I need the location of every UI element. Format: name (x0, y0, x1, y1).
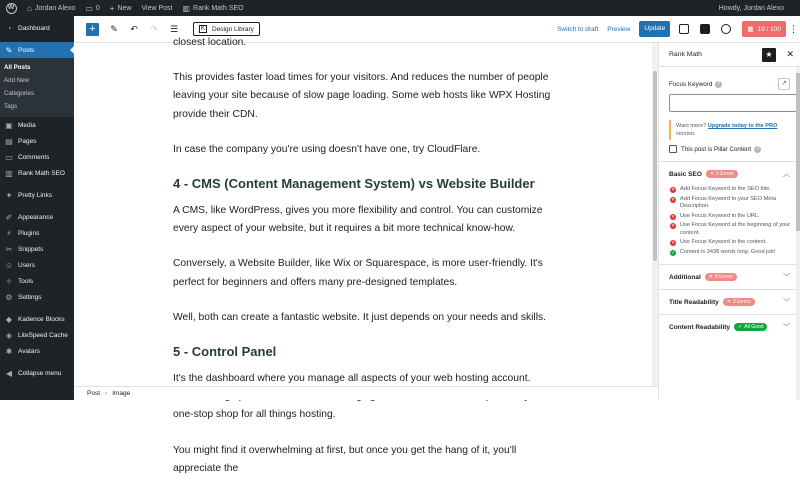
rank-math-label: Rank Math SEO (193, 4, 244, 12)
pro-upgrade-notice (669, 120, 790, 140)
users-icon: ☺ (4, 260, 14, 270)
error-icon: ✕ (671, 196, 675, 202)
menu-item-label: Posts (18, 46, 35, 54)
additional-header[interactable] (659, 264, 800, 289)
menu-item-settings[interactable] (0, 289, 74, 305)
menu-item-collapse-menu[interactable] (0, 365, 74, 381)
upgrade-pro-link[interactable]: Upgrade today to the PRO (707, 123, 778, 129)
list-view-icon[interactable]: ☰ (169, 23, 179, 34)
preview-button[interactable]: Preview (607, 25, 631, 33)
collapse-icon: ◀ (5, 368, 13, 378)
menu-item-label: Collapse menu (18, 369, 62, 377)
pro-notice-text: Want more? (676, 123, 708, 129)
error-badge: ✕ 3 Errors (723, 298, 755, 306)
dashboard-icon: ◔ (6, 23, 12, 33)
menu-item-label: Kadence Blocks (18, 315, 65, 323)
menu-item-label: Media (18, 121, 36, 129)
comment-bubble-icon: ▭ (85, 3, 93, 13)
seo-check-text: Content is 3438 words long. Good job! (680, 248, 776, 255)
seo-check-item (670, 222, 794, 237)
seo-score-button[interactable] (742, 21, 786, 37)
submenu-categories[interactable]: Categories (4, 90, 34, 97)
pin-icon: ✎ (5, 45, 13, 55)
toolbar-right (557, 21, 800, 37)
snippets-icon: ✂ (5, 244, 13, 254)
error-icon: ✕ (671, 223, 675, 228)
update-button[interactable]: Update (639, 21, 670, 37)
breadcrumb-post[interactable]: Post (87, 390, 101, 397)
heading-block[interactable]: 4 - CMS (Content Management System) vs Website Builder (173, 176, 535, 192)
focus-keyword-row (669, 78, 790, 90)
plus-icon: + (109, 3, 115, 13)
menu-item-label: Avatars (18, 347, 40, 355)
section-title: Title Readability (669, 298, 719, 306)
seo-score-value: 19 / 100 (757, 25, 781, 33)
section-title: Content Readability (669, 323, 731, 331)
pro-notice-tail: version. (676, 131, 696, 137)
focus-keyword-input[interactable] (669, 94, 797, 112)
heading-block[interactable]: 5 - Control Panel (173, 344, 277, 360)
error-icon: ✕ (671, 187, 675, 192)
home-icon: ⌂ (27, 3, 32, 13)
sidebar-title: Rank Math (669, 51, 702, 58)
focus-keyword-label: Focus Keyword (669, 80, 713, 88)
sidebar-header (659, 43, 800, 67)
menu-item-label: Plugins (18, 229, 40, 237)
rank-math-seo-link[interactable] (177, 0, 248, 16)
trends-icon[interactable]: ↗ (778, 78, 790, 90)
submenu-all-posts[interactable]: All Posts (4, 64, 31, 71)
switch-to-draft-button[interactable]: Switch to draft (557, 25, 599, 33)
paragraph-block[interactable]: A CMS, like WordPress, gives you more flexibility and control. You can customize every aspect of your website, but it requires a bit more technical know-how. (173, 205, 543, 235)
menu-item-appearance[interactable] (0, 209, 74, 225)
rank-math-icon: ▥ (5, 168, 13, 178)
menu-item-litespeed-cache[interactable] (0, 327, 74, 343)
menu-item-avatars[interactable] (0, 343, 74, 359)
pillar-content-checkbox[interactable] (669, 145, 677, 153)
post-content (173, 34, 555, 495)
view-icon[interactable] (679, 24, 689, 34)
menu-item-label: Pretty Links (18, 191, 52, 199)
paragraph-block[interactable]: Conversely, a Website Builder, like Wix or Squarespace, is more user-friendly. It's perfect for beginners and offers many pre-designed templates. (173, 258, 543, 288)
section-title: Basic SEO (669, 170, 702, 178)
menu-item-label: LiteSpeed Cache (18, 331, 68, 339)
check-icon: ✓ (738, 324, 743, 330)
seo-check-item (670, 249, 794, 257)
submenu-tags[interactable]: Tags (4, 103, 18, 110)
close-icon: ✕ (708, 274, 713, 280)
seo-check-item (670, 196, 794, 211)
paragraph-block[interactable]: Well, both can create a fantastic website. It just depends on your needs and skills. (173, 311, 546, 323)
kadence-icon: K (200, 26, 205, 32)
basic-seo-checks (659, 186, 800, 256)
close-icon: ✕ (726, 299, 731, 305)
scrollbar-thumb[interactable] (653, 71, 657, 261)
menu-item-label: Users (18, 261, 35, 269)
new-label: New (117, 4, 132, 12)
paragraph-block[interactable]: closest location. (173, 37, 247, 48)
design-library-label: Design Library (212, 25, 254, 33)
tools-icon: ✧ (5, 276, 13, 286)
litespeed-icon: ◈ (5, 330, 13, 340)
menu-item-plugins[interactable] (0, 225, 74, 241)
breadcrumb-image[interactable]: Image (112, 390, 131, 397)
chevron-down-icon[interactable]: ﹀ (783, 274, 790, 281)
error-icon: ✕ (671, 213, 675, 219)
view-post-link[interactable]: View Post (141, 4, 173, 12)
menu-item-label: Comments (18, 153, 50, 161)
focus-keyword-section (659, 67, 800, 112)
seo-check-item (670, 213, 794, 221)
menu-item-label: Snippets (18, 245, 44, 253)
redo-icon[interactable]: ↷ (150, 23, 158, 34)
menu-item-rank-math-seo[interactable] (0, 165, 74, 181)
menu-item-users[interactable] (0, 257, 74, 273)
paragraph-block[interactable]: This provides faster load times for your visitors. And reduces the number of people leaving your site because of slow page loading. Some web hosts like WPX Hosting provide their CDN. (173, 72, 551, 120)
error-icon: ✕ (671, 240, 675, 245)
plugins-icon: ⚡ (6, 228, 12, 238)
paragraph-block[interactable]: You might find it overwhelming at first, but once you get the hang of it, you'll appreciate the (173, 444, 517, 474)
pages-icon: ▤ (5, 136, 13, 146)
comments-count: 0 (95, 4, 100, 12)
account-menu[interactable]: Howdy, Jordan Alexo (718, 4, 784, 12)
media-icon: ▣ (5, 120, 13, 130)
pretty-links-icon: ✦ (5, 190, 13, 200)
error-badge: ✕ 8 Errors (705, 273, 737, 281)
settings-icon: ⚙ (5, 292, 13, 302)
menu-item-snippets[interactable] (0, 241, 74, 257)
comments-link[interactable] (80, 0, 104, 16)
seo-check-item (670, 239, 794, 247)
posts-submenu (0, 58, 74, 117)
comments-icon: ▭ (5, 152, 13, 162)
seo-check-text: Add Focus Keyword to your SEO Meta Description. (680, 195, 777, 209)
chevron-up-icon[interactable]: ︿ (783, 171, 790, 178)
menu-item-label: Appearance (18, 213, 54, 221)
menu-list (0, 117, 74, 381)
settings-panel-icon[interactable] (700, 24, 710, 34)
menu-item-label: Rank Math SEO (18, 169, 65, 177)
paragraph-block[interactable]: In case the company you're using doesn't have one, try CloudFlare. (173, 143, 481, 155)
sidebar-scrollbar[interactable] (796, 67, 800, 400)
seo-check-item (670, 186, 794, 194)
section-title: Additional (669, 273, 701, 281)
rank-math-icon: ▥ (182, 3, 191, 13)
close-icon: ✕ (709, 171, 715, 177)
error-badge: ✕ 5 Errors (706, 170, 738, 178)
pillar-content-row (659, 140, 800, 153)
menu-item-label: Tools (18, 277, 34, 285)
rank-math-sidebar (658, 43, 800, 400)
site-name: Jordan Alexo (34, 4, 76, 12)
appearance-icon: ✐ (5, 212, 13, 222)
pencil-icon[interactable]: ✎ (110, 23, 118, 34)
help-icon[interactable]: ? (715, 81, 722, 88)
seo-check-text: Use Focus Keyword in the URL. (680, 212, 760, 219)
more-options-icon[interactable]: ⋮ (789, 23, 798, 34)
new-content-link[interactable] (105, 0, 137, 16)
wordpress-logo-icon[interactable]: W (0, 0, 22, 16)
menu-item-tools[interactable] (0, 273, 74, 289)
chevron-down-icon[interactable]: ﹀ (783, 324, 790, 331)
avatars-icon: ✱ (5, 346, 13, 356)
undo-icon[interactable]: ↶ (130, 23, 138, 34)
menu-item-kadence-blocks[interactable] (0, 311, 74, 327)
menu-item-label: Pages (18, 137, 37, 145)
seo-check-text: Use Focus Keyword at the beginning of your content. (680, 222, 791, 236)
menu-item-comments[interactable] (0, 149, 74, 165)
menu-item-media[interactable] (0, 117, 74, 133)
help-icon[interactable]: ? (754, 146, 761, 153)
menu-item-pretty-links[interactable] (0, 187, 74, 203)
breadcrumb-separator: › (105, 390, 108, 397)
admin-menu (0, 16, 74, 400)
add-block-button[interactable]: + (86, 23, 99, 36)
admin-bar (0, 0, 800, 16)
site-name-link[interactable] (22, 0, 80, 16)
menu-item-label: Dashboard (18, 24, 50, 32)
content-readability-header[interactable] (659, 314, 800, 339)
seo-check-text: Use Focus Keyword in the content. (680, 239, 767, 245)
basic-seo-header[interactable] (659, 161, 800, 186)
menu-item-pages[interactable] (0, 133, 74, 149)
scrollbar-thumb[interactable] (796, 73, 800, 231)
menu-item-label: Settings (18, 293, 42, 301)
submenu-add-new[interactable]: Add New (4, 77, 30, 84)
block-breadcrumb (74, 386, 658, 400)
check-icon: ✓ (671, 249, 675, 255)
kadence-icon: ◆ (5, 314, 13, 324)
close-icon[interactable]: ✕ (786, 49, 794, 59)
chevron-down-icon[interactable]: ﹀ (783, 299, 790, 306)
seo-check-text: Add Focus Keyword to the SEO title. (680, 186, 771, 192)
kadence-settings-icon[interactable] (721, 24, 731, 34)
success-badge: ✓ All Good (734, 323, 767, 331)
rank-math-score-icon: ▦ (747, 26, 754, 33)
pillar-content-label: This post is Pillar Content (681, 145, 752, 153)
menu-item-posts[interactable] (0, 42, 74, 58)
title-readability-header[interactable] (659, 289, 800, 314)
paragraph-block[interactable]: It's the dashboard where you manage all aspects of your web hosting account. one-stop shop for all things hosting. (173, 373, 531, 421)
menu-item-dashboard[interactable] (0, 20, 74, 36)
star-icon[interactable]: ★ (762, 48, 776, 62)
